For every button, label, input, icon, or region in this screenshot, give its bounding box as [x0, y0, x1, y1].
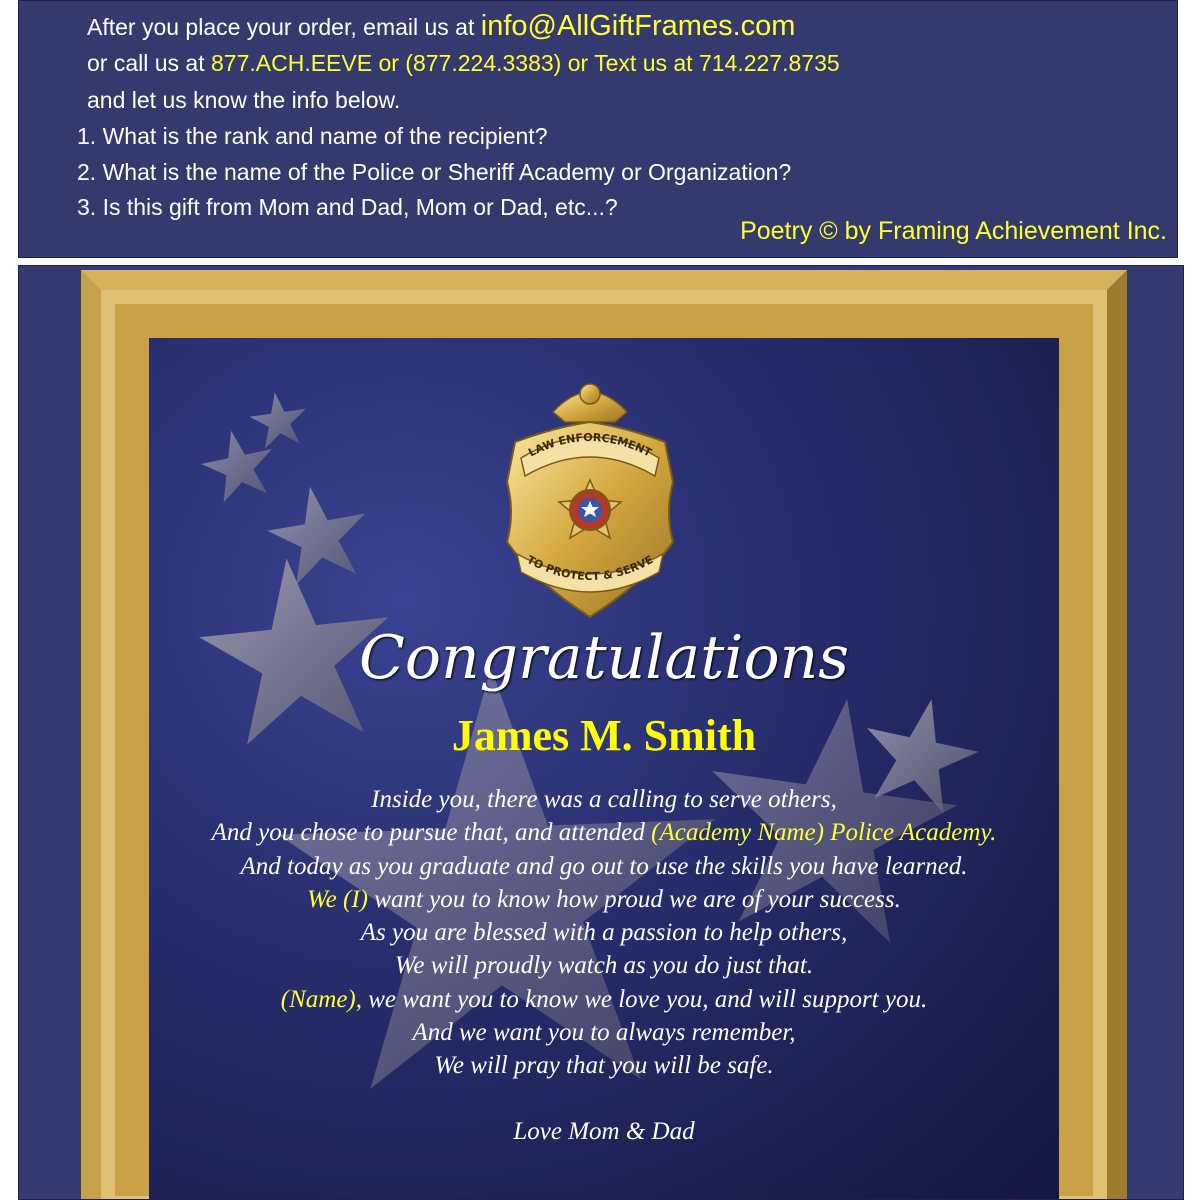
- recipient-name: James M. Smith: [451, 711, 757, 760]
- sender-placeholder: We (I): [307, 885, 369, 913]
- email-instruction: After you place your order, email us at: [87, 14, 481, 40]
- poem-line-9: [149, 1049, 1059, 1082]
- poem-line-1: [149, 783, 1059, 816]
- phone-numbers[interactable]: 877.ACH.EEVE or (877.224.3383) or Text us at 714.227.8735: [211, 50, 840, 76]
- poem-text: And today as you graduate and go out to use the skills you have learned.: [240, 852, 968, 880]
- poem-text: We will proudly watch as you do just that.: [394, 952, 814, 980]
- question-2: 2. What is the name of the Police or Sheriff Academy or Organization?: [77, 159, 792, 185]
- poem-line-8: [149, 1016, 1059, 1049]
- poem-line-6: [149, 949, 1059, 982]
- poem-text: And you chose to pursue that, and attended: [211, 819, 652, 847]
- phone-instruction: or call us at: [87, 50, 211, 76]
- poem-line-4: [149, 883, 1059, 916]
- order-info-panel: [18, 0, 1178, 258]
- poem-text: want you to know how proud we are of your success.: [368, 885, 901, 913]
- poem-text: we want you to know we love you, and will support you.: [362, 985, 928, 1013]
- info-line-instructions: and let us know the info below.: [87, 87, 401, 113]
- poem-line-2: [149, 816, 1059, 849]
- name-placeholder: (Name),: [280, 985, 362, 1013]
- signature: Love Mom & Dad: [513, 1118, 695, 1145]
- badge-top-text: LAW ENFORCEMENT: [526, 430, 654, 460]
- poem-line-5: [149, 916, 1059, 949]
- poetry-credit: Poetry © by Framing Achievement Inc.: [740, 217, 1167, 245]
- star-icon: [250, 392, 307, 448]
- badge-bottom-text: TO PROTECT & SERVE: [524, 553, 656, 584]
- star-icon: [268, 487, 365, 585]
- academy-name-placeholder: (Academy Name) Police Academy.: [651, 819, 997, 847]
- poem-text: We will pray that you will be safe.: [434, 1052, 774, 1080]
- email-link[interactable]: info@AllGiftFrames.com: [480, 10, 796, 42]
- question-1: 1. What is the rank and name of the recipient?: [77, 123, 548, 149]
- poem-text: And we want you to always remember,: [412, 1019, 796, 1047]
- question-3: 3. Is this gift from Mom and Dad, Mom or Dad, etc...?: [77, 194, 618, 220]
- info-line-email: [87, 12, 795, 41]
- poem: [149, 783, 1059, 1083]
- gold-frame: [81, 270, 1127, 1200]
- poem-text: As you are blessed with a passion to help others,: [360, 919, 848, 947]
- star-icon: [201, 431, 272, 503]
- poem-text: Inside you, there was a calling to serve others,: [371, 786, 837, 813]
- congratulations-heading: Congratulations: [358, 623, 850, 693]
- info-line-phone: [87, 52, 840, 75]
- plaque-matte: [149, 338, 1059, 1200]
- product-preview-panel: [18, 265, 1184, 1200]
- poem-line-7: [149, 983, 1059, 1016]
- law-enforcement-badge-icon: [495, 372, 685, 622]
- poem-line-3: [149, 850, 1059, 883]
